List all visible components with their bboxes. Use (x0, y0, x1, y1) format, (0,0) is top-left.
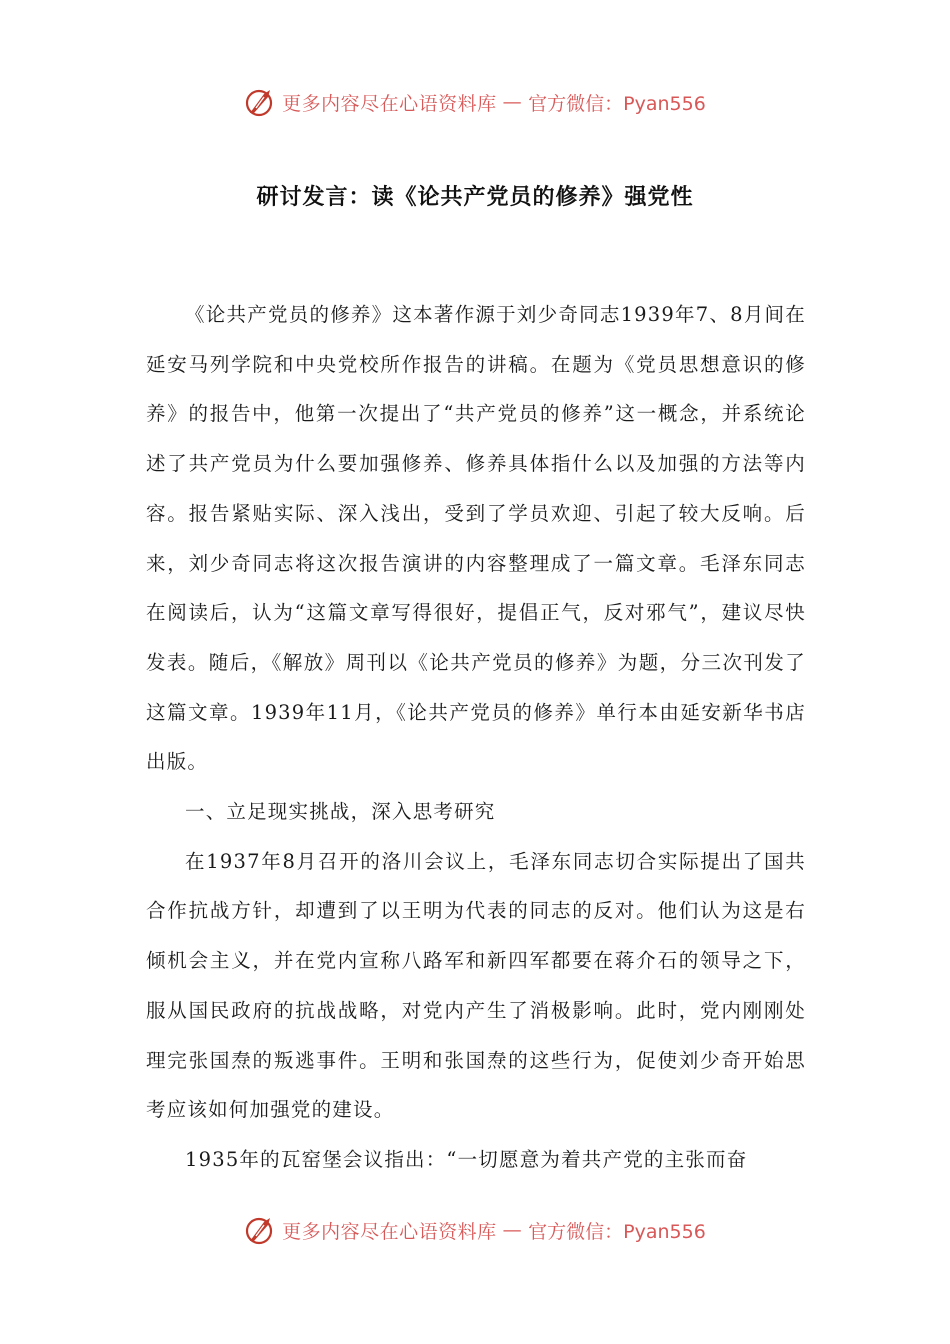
document-body (146, 290, 806, 1185)
banner-brand-text: 更多内容尽在心语资料库 (282, 92, 497, 115)
document-title: 研讨发言：读《论共产党员的修养》强党性 (256, 185, 694, 210)
pen-nib-circle-icon (244, 1214, 276, 1246)
paragraph-intro: 《论共产党员的修养》这本著作源于刘少奇同志1939年7、8月间在延安马列学院和中央党校所作报告的讲稿。在题为《党员思想意识的修养》的报告中，他第一次提出了“共产党员的修养”这一概念，并系统论述了共产党员为什么要加强修养、修养具体指什么以及加强的方法等内容。报告紧贴实际、深入浅出，受到了学员欢迎、引起了较大反响。后来，刘少奇同志将这次报告演讲的内容整理成了一篇文章。毛泽东同志在阅读后，认为“这篇文章写得很好，提倡正气，反对邪气”，建议尽快发表。随后，《解放》周刊以《论共产党员的修养》为题，分三次刊发了这篇文章。1939年11月，《论共产党员的修养》单行本由延安新华书店出版。 (146, 303, 806, 774)
banner-wechat-text: 官方微信：Pyan556 (528, 92, 706, 115)
header-watermark-banner (0, 82, 950, 122)
banner-separator: — (502, 1219, 523, 1241)
banner-wechat-text: 官方微信：Pyan556 (528, 1220, 706, 1243)
banner-separator: — (502, 91, 523, 113)
paragraph-luochuan: 在1937年8月召开的洛川会议上，毛泽东同志切合实际提出了国共合作抗战方针，却遭到了以王明为代表的同志的反对。他们认为这是右倾机会主义，并在党内宣称八路军和新四军都要在蒋介石的领导之下，服从国民政府的抗战战略，对党内产生了消极影响。此时，党内刚刚处理完张国焘的叛逃事件。王明和张国焘的这些行为，促使刘少奇开始思考应该如何加强党的建设。 (146, 849, 806, 1122)
paragraph-wayaobao: 1935年的瓦窑堡会议指出：“一切愿意为着共产党的主张而奋 (185, 1147, 748, 1171)
footer-watermark-banner (0, 1210, 950, 1250)
banner-brand-text: 更多内容尽在心语资料库 (282, 1220, 497, 1243)
section-heading-1: 一、立足现实挑战，深入思考研究 (185, 800, 496, 824)
pen-nib-circle-icon (244, 86, 276, 118)
